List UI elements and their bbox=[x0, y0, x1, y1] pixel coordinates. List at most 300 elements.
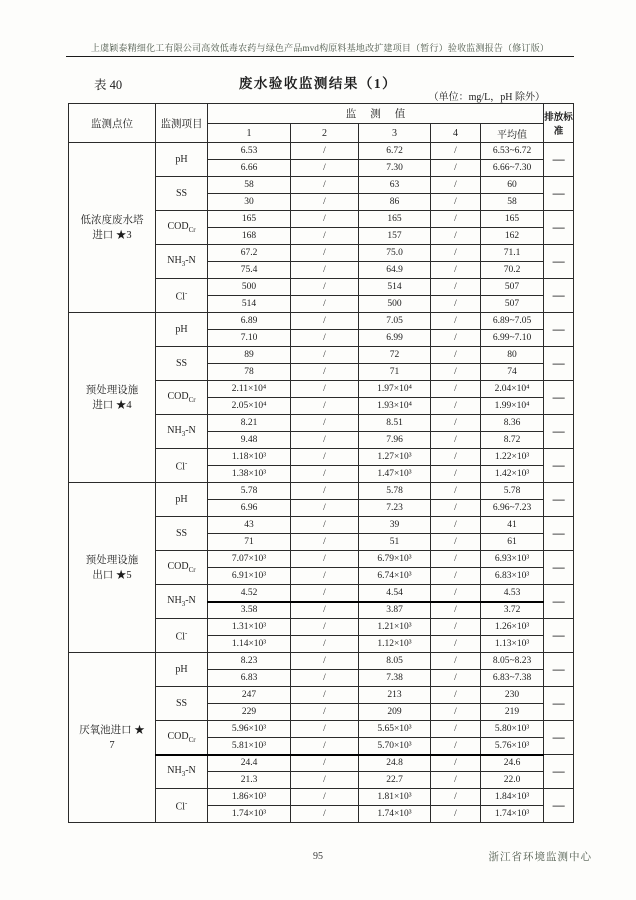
value-cell: 1.93×10⁴ bbox=[359, 398, 431, 415]
standard-dash: — bbox=[544, 687, 574, 721]
value-cell: 1.27×10³ bbox=[359, 449, 431, 466]
value-cell: / bbox=[291, 704, 359, 721]
value-cell: / bbox=[291, 194, 359, 211]
value-cell: / bbox=[431, 245, 481, 262]
table-body bbox=[69, 143, 574, 823]
parameter-name-sub: Cr bbox=[188, 396, 196, 404]
value-cell: / bbox=[431, 262, 481, 279]
parameter-name-cell bbox=[156, 347, 208, 381]
value-cell: / bbox=[431, 398, 481, 415]
parameter-name-cell bbox=[156, 789, 208, 823]
value-cell: 7.30 bbox=[359, 160, 431, 177]
value-cell: / bbox=[431, 296, 481, 313]
value-cell: / bbox=[291, 585, 359, 602]
parameter-name-sup: - bbox=[185, 798, 188, 807]
parameter-name-sup: - bbox=[185, 628, 188, 637]
value-cell: / bbox=[291, 789, 359, 806]
value-cell: / bbox=[431, 347, 481, 364]
value-cell: 86 bbox=[359, 194, 431, 211]
parameter-name-sub: Cr bbox=[188, 566, 196, 574]
monitoring-point-cell bbox=[69, 143, 156, 313]
value-cell: 4.54 bbox=[359, 585, 431, 602]
value-cell: 5.65×10³ bbox=[359, 721, 431, 738]
value-cell: / bbox=[291, 738, 359, 755]
value-cell: / bbox=[431, 534, 481, 551]
value-cell: / bbox=[431, 500, 481, 517]
standard-dash: — bbox=[544, 653, 574, 687]
value-cell: 75.0 bbox=[359, 245, 431, 262]
header-row-1 bbox=[69, 104, 574, 124]
value-cell: 8.72 bbox=[481, 432, 544, 449]
value-cell: 514 bbox=[208, 296, 291, 313]
value-cell: 39 bbox=[359, 517, 431, 534]
value-cell: / bbox=[431, 177, 481, 194]
value-cell: / bbox=[291, 211, 359, 228]
parameter-name-pre: Cl bbox=[175, 631, 186, 643]
table-label: 表 40 bbox=[94, 78, 123, 92]
value-cell: 71 bbox=[208, 534, 291, 551]
value-cell: 7.05 bbox=[359, 313, 431, 330]
value-cell: 24.8 bbox=[359, 755, 431, 772]
value-cell: / bbox=[291, 500, 359, 517]
value-cell: 75.4 bbox=[208, 262, 291, 279]
table-header bbox=[69, 104, 574, 143]
value-cell: / bbox=[431, 160, 481, 177]
standard-dash: — bbox=[544, 449, 574, 483]
value-cell: 1.99×10⁴ bbox=[481, 398, 544, 415]
value-cell: 4.52 bbox=[208, 585, 291, 602]
value-cell: 72 bbox=[359, 347, 431, 364]
parameter-name-pre: COD bbox=[167, 391, 189, 402]
value-cell: 6.79×10³ bbox=[359, 551, 431, 568]
value-cell: 8.21 bbox=[208, 415, 291, 432]
value-cell: / bbox=[431, 483, 481, 500]
value-cell: 8.23 bbox=[208, 653, 291, 670]
value-cell: / bbox=[291, 364, 359, 381]
value-cell: 51 bbox=[359, 534, 431, 551]
value-cell: 6.96~7.23 bbox=[481, 500, 544, 517]
value-cell: 22.0 bbox=[481, 772, 544, 789]
value-cell: / bbox=[431, 364, 481, 381]
value-cell: / bbox=[291, 721, 359, 738]
value-cell: 1.31×10³ bbox=[208, 619, 291, 636]
value-cell: 219 bbox=[481, 704, 544, 721]
parameter-name-pre: pH bbox=[175, 154, 188, 165]
value-cell: 1.12×10³ bbox=[359, 636, 431, 653]
col-header-4: 4 bbox=[431, 124, 481, 143]
value-cell: / bbox=[431, 228, 481, 245]
value-cell: 7.38 bbox=[359, 670, 431, 687]
parameter-name-pre: NH bbox=[167, 595, 182, 606]
value-cell: / bbox=[431, 194, 481, 211]
value-cell: 6.66~7.30 bbox=[481, 160, 544, 177]
value-cell: 6.89~7.05 bbox=[481, 313, 544, 330]
value-cell: 70.2 bbox=[481, 262, 544, 279]
value-cell: / bbox=[431, 211, 481, 228]
parameter-name-pre: COD bbox=[167, 561, 189, 572]
value-cell: 9.48 bbox=[208, 432, 291, 449]
parameter-name-pre: COD bbox=[167, 221, 189, 232]
value-cell: / bbox=[291, 534, 359, 551]
value-cell: 1.74×10³ bbox=[208, 806, 291, 823]
value-cell: / bbox=[291, 313, 359, 330]
value-cell: / bbox=[291, 670, 359, 687]
col-header-point: 监测点位 bbox=[69, 104, 156, 143]
value-cell: / bbox=[431, 381, 481, 398]
parameter-name-pre: Cl bbox=[175, 461, 186, 473]
value-cell: 1.14×10³ bbox=[208, 636, 291, 653]
value-cell: 30 bbox=[208, 194, 291, 211]
parameter-name-pre: NH bbox=[167, 255, 182, 266]
parameter-name-post: -N bbox=[185, 425, 196, 436]
value-cell: 22.7 bbox=[359, 772, 431, 789]
standard-dash: — bbox=[544, 381, 574, 415]
value-cell: / bbox=[291, 602, 359, 619]
value-cell: 6.53~6.72 bbox=[481, 143, 544, 160]
value-cell: / bbox=[291, 228, 359, 245]
page-number: 95 bbox=[313, 851, 323, 862]
value-cell: 6.74×10³ bbox=[359, 568, 431, 585]
value-cell: 58 bbox=[481, 194, 544, 211]
results-table bbox=[68, 103, 574, 823]
parameter-name-sub: Cr bbox=[188, 226, 196, 234]
parameter-name-pre: pH bbox=[175, 324, 188, 335]
value-cell: 165 bbox=[481, 211, 544, 228]
value-cell: / bbox=[431, 755, 481, 772]
standard-dash: — bbox=[544, 755, 574, 789]
value-cell: / bbox=[431, 721, 481, 738]
value-cell: 6.89 bbox=[208, 313, 291, 330]
value-cell: 80 bbox=[481, 347, 544, 364]
value-cell: 168 bbox=[208, 228, 291, 245]
value-cell: 71.1 bbox=[481, 245, 544, 262]
monitoring-point-cell bbox=[69, 313, 156, 483]
parameter-name-cell bbox=[156, 211, 208, 245]
value-cell: 1.22×10³ bbox=[481, 449, 544, 466]
value-cell: 8.51 bbox=[359, 415, 431, 432]
standard-dash: — bbox=[544, 619, 574, 653]
value-cell: 64.9 bbox=[359, 262, 431, 279]
value-cell: / bbox=[291, 806, 359, 823]
value-cell: 507 bbox=[481, 279, 544, 296]
value-cell: 6.83 bbox=[208, 670, 291, 687]
value-cell: 4.53 bbox=[481, 585, 544, 602]
col-header-values: 监测值 bbox=[208, 104, 544, 124]
col-header-1: 1 bbox=[208, 124, 291, 143]
value-cell: 58 bbox=[208, 177, 291, 194]
value-cell: 165 bbox=[208, 211, 291, 228]
value-cell: 3.72 bbox=[481, 602, 544, 619]
value-cell: 1.84×10³ bbox=[481, 789, 544, 806]
value-cell: 7.96 bbox=[359, 432, 431, 449]
value-cell: / bbox=[431, 687, 481, 704]
value-cell: 5.76×10³ bbox=[481, 738, 544, 755]
value-cell: / bbox=[291, 279, 359, 296]
value-cell: / bbox=[291, 619, 359, 636]
parameter-name-pre: NH bbox=[167, 425, 182, 436]
monitoring-point-cell bbox=[69, 483, 156, 653]
standard-dash: — bbox=[544, 585, 574, 619]
header-divider bbox=[66, 56, 574, 57]
value-cell: 5.70×10³ bbox=[359, 738, 431, 755]
value-cell: / bbox=[291, 636, 359, 653]
value-cell: 514 bbox=[359, 279, 431, 296]
value-cell: 63 bbox=[359, 177, 431, 194]
parameter-name-sub: Cr bbox=[188, 735, 196, 744]
value-cell: 165 bbox=[359, 211, 431, 228]
parameter-name-sub: 3 bbox=[181, 600, 186, 608]
value-cell: 1.38×10³ bbox=[208, 466, 291, 483]
value-cell: / bbox=[431, 313, 481, 330]
value-cell: 6.99~7.10 bbox=[481, 330, 544, 347]
value-cell: / bbox=[291, 398, 359, 415]
table-row bbox=[69, 653, 574, 670]
parameter-name-cell bbox=[156, 143, 208, 177]
value-cell: 500 bbox=[208, 279, 291, 296]
value-cell: 6.91×10³ bbox=[208, 568, 291, 585]
value-cell: / bbox=[291, 517, 359, 534]
value-cell: 6.99 bbox=[359, 330, 431, 347]
value-cell: / bbox=[291, 449, 359, 466]
value-cell: / bbox=[431, 772, 481, 789]
value-cell: / bbox=[291, 772, 359, 789]
value-cell: 2.04×10⁴ bbox=[481, 381, 544, 398]
point-name-line: 预处理设施 bbox=[85, 384, 139, 396]
value-cell: 213 bbox=[359, 687, 431, 704]
parameter-name-cell bbox=[156, 619, 208, 653]
value-cell: 5.78 bbox=[208, 483, 291, 500]
value-cell: / bbox=[291, 568, 359, 585]
value-cell: 2.05×10⁴ bbox=[208, 398, 291, 415]
point-name-line: 进口 ★3 bbox=[92, 229, 132, 241]
value-cell: / bbox=[291, 296, 359, 313]
value-cell: / bbox=[431, 517, 481, 534]
value-cell: 43 bbox=[208, 517, 291, 534]
value-cell: 5.81×10³ bbox=[208, 738, 291, 755]
value-cell: / bbox=[431, 330, 481, 347]
value-cell: 209 bbox=[359, 704, 431, 721]
monitoring-point-cell bbox=[69, 653, 156, 823]
value-cell: / bbox=[291, 466, 359, 483]
value-cell: 6.83×10³ bbox=[481, 568, 544, 585]
standard-dash: — bbox=[544, 517, 574, 551]
value-cell: 1.97×10⁴ bbox=[359, 381, 431, 398]
parameter-name-cell bbox=[156, 313, 208, 347]
value-cell: 507 bbox=[481, 296, 544, 313]
value-cell: 1.26×10³ bbox=[481, 619, 544, 636]
value-cell: 61 bbox=[481, 534, 544, 551]
parameter-name-sub: 3 bbox=[181, 770, 186, 779]
parameter-name-sup: - bbox=[185, 288, 188, 297]
value-cell: / bbox=[431, 279, 481, 296]
value-cell: 6.96 bbox=[208, 500, 291, 517]
value-cell: / bbox=[431, 466, 481, 483]
value-cell: / bbox=[431, 619, 481, 636]
value-cell: 1.21×10³ bbox=[359, 619, 431, 636]
point-name-line: 7 bbox=[109, 739, 115, 751]
parameter-name-cell bbox=[156, 755, 208, 789]
value-cell: 5.78 bbox=[359, 483, 431, 500]
table-title: 废水验收监测结果（1） bbox=[238, 76, 398, 91]
parameter-name-cell bbox=[156, 483, 208, 517]
value-cell: / bbox=[431, 670, 481, 687]
value-cell: 1.42×10³ bbox=[481, 466, 544, 483]
standard-dash: — bbox=[544, 789, 574, 823]
value-cell: 247 bbox=[208, 687, 291, 704]
parameter-name-pre: Cl bbox=[175, 291, 186, 303]
point-name-line: 低浓度废水塔 bbox=[80, 214, 144, 226]
parameter-name-sup: - bbox=[185, 458, 188, 467]
value-cell: / bbox=[431, 568, 481, 585]
value-cell: 78 bbox=[208, 364, 291, 381]
value-cell: 1.74×10³ bbox=[481, 806, 544, 823]
value-cell: 74 bbox=[481, 364, 544, 381]
value-cell: 3.58 bbox=[208, 602, 291, 619]
parameter-name-pre: NH bbox=[167, 765, 182, 777]
value-cell: 1.86×10³ bbox=[208, 789, 291, 806]
standard-dash: — bbox=[544, 279, 574, 313]
point-name-line: 出口 ★5 bbox=[92, 569, 132, 581]
footer-organization: 浙江省环境监测中心 bbox=[488, 852, 592, 863]
standard-dash: — bbox=[544, 177, 574, 211]
value-cell: / bbox=[431, 585, 481, 602]
col-header-item: 监测项目 bbox=[156, 104, 208, 143]
standard-dash: — bbox=[544, 551, 574, 585]
value-cell: 1.47×10³ bbox=[359, 466, 431, 483]
value-cell: / bbox=[291, 415, 359, 432]
parameter-name-sub: 3 bbox=[181, 430, 186, 438]
standard-dash: — bbox=[544, 143, 574, 177]
value-cell: 6.93×10³ bbox=[481, 551, 544, 568]
value-cell: 1.13×10³ bbox=[481, 636, 544, 653]
value-cell: 5.96×10³ bbox=[208, 721, 291, 738]
value-cell: 6.53 bbox=[208, 143, 291, 160]
parameter-name-post: -N bbox=[185, 765, 196, 777]
table-row bbox=[69, 483, 574, 500]
parameter-name-cell bbox=[156, 245, 208, 279]
value-cell: / bbox=[431, 653, 481, 670]
value-cell: / bbox=[291, 653, 359, 670]
parameter-name-pre: SS bbox=[175, 188, 188, 199]
value-cell: 8.36 bbox=[481, 415, 544, 432]
parameter-name-cell bbox=[156, 585, 208, 619]
value-cell: / bbox=[431, 636, 481, 653]
value-cell: / bbox=[431, 738, 481, 755]
value-cell: / bbox=[431, 432, 481, 449]
parameter-name-pre: SS bbox=[175, 528, 188, 539]
standard-dash: — bbox=[544, 211, 574, 245]
parameter-name-post: -N bbox=[185, 255, 196, 266]
parameter-name-cell bbox=[156, 177, 208, 211]
value-cell: / bbox=[431, 143, 481, 160]
parameter-name-cell bbox=[156, 653, 208, 687]
value-cell: / bbox=[291, 483, 359, 500]
value-cell: 41 bbox=[481, 517, 544, 534]
unit-note: （单位：mg/L，pH 除外） bbox=[428, 92, 545, 103]
value-cell: / bbox=[291, 330, 359, 347]
parameter-name-post: -N bbox=[185, 595, 196, 606]
parameter-name-pre: SS bbox=[175, 698, 188, 709]
value-cell: 7.23 bbox=[359, 500, 431, 517]
parameter-name-cell bbox=[156, 449, 208, 483]
point-name-line: 厌氧池进口 ★ bbox=[79, 724, 145, 736]
parameter-name-pre: pH bbox=[175, 664, 188, 675]
col-header-average: 平均值 bbox=[481, 124, 544, 143]
value-cell: / bbox=[431, 789, 481, 806]
col-header-standard: 排放标准 bbox=[544, 104, 574, 143]
standard-dash: — bbox=[544, 313, 574, 347]
value-cell: 8.05 bbox=[359, 653, 431, 670]
value-cell: 1.74×10³ bbox=[359, 806, 431, 823]
value-cell: / bbox=[431, 704, 481, 721]
col-header-2: 2 bbox=[291, 124, 359, 143]
standard-dash: — bbox=[544, 415, 574, 449]
value-cell: 2.11×10⁴ bbox=[208, 381, 291, 398]
parameter-name-cell bbox=[156, 279, 208, 313]
value-cell: 8.05~8.23 bbox=[481, 653, 544, 670]
value-cell: 89 bbox=[208, 347, 291, 364]
value-cell: 24.4 bbox=[208, 755, 291, 772]
col-header-3: 3 bbox=[359, 124, 431, 143]
value-cell: 5.80×10³ bbox=[481, 721, 544, 738]
parameter-name-pre: COD bbox=[167, 730, 189, 742]
value-cell: 71 bbox=[359, 364, 431, 381]
parameter-name-cell bbox=[156, 687, 208, 721]
value-cell: 5.78 bbox=[481, 483, 544, 500]
value-cell: / bbox=[291, 160, 359, 177]
standard-dash: — bbox=[544, 245, 574, 279]
parameter-name-cell bbox=[156, 721, 208, 755]
parameter-name-pre: pH bbox=[175, 494, 188, 505]
point-name-line: 进口 ★4 bbox=[92, 399, 132, 411]
value-cell: / bbox=[291, 262, 359, 279]
value-cell: / bbox=[291, 347, 359, 364]
value-cell: 24.6 bbox=[481, 755, 544, 772]
value-cell: 7.10 bbox=[208, 330, 291, 347]
value-cell: / bbox=[431, 551, 481, 568]
value-cell: 162 bbox=[481, 228, 544, 245]
value-cell: 67.2 bbox=[208, 245, 291, 262]
standard-dash: — bbox=[544, 347, 574, 381]
value-cell: 6.72 bbox=[359, 143, 431, 160]
value-cell: 229 bbox=[208, 704, 291, 721]
value-cell: 60 bbox=[481, 177, 544, 194]
standard-dash: — bbox=[544, 483, 574, 517]
value-cell: / bbox=[291, 551, 359, 568]
value-cell: 157 bbox=[359, 228, 431, 245]
value-cell: 3.87 bbox=[359, 602, 431, 619]
parameter-name-pre: Cl bbox=[175, 801, 186, 813]
value-cell: / bbox=[291, 755, 359, 772]
document-header-line: 上虞颖泰精细化工有限公司高效低毒农药与绿色产品mvd构原料基地改扩建项目（暂行）验收监测报告（修订版） bbox=[90, 43, 550, 53]
parameter-name-cell bbox=[156, 415, 208, 449]
value-cell: 21.3 bbox=[208, 772, 291, 789]
parameter-name-sub: 3 bbox=[181, 260, 186, 268]
parameter-name-cell bbox=[156, 551, 208, 585]
value-cell: 1.81×10³ bbox=[359, 789, 431, 806]
parameter-name-cell bbox=[156, 517, 208, 551]
value-cell: / bbox=[291, 687, 359, 704]
value-cell: / bbox=[431, 806, 481, 823]
value-cell: / bbox=[291, 245, 359, 262]
value-cell: 7.07×10³ bbox=[208, 551, 291, 568]
value-cell: / bbox=[291, 432, 359, 449]
standard-dash: — bbox=[544, 721, 574, 755]
table-row bbox=[69, 313, 574, 330]
value-cell: 6.66 bbox=[208, 160, 291, 177]
table-row bbox=[69, 143, 574, 160]
value-cell: / bbox=[431, 602, 481, 619]
